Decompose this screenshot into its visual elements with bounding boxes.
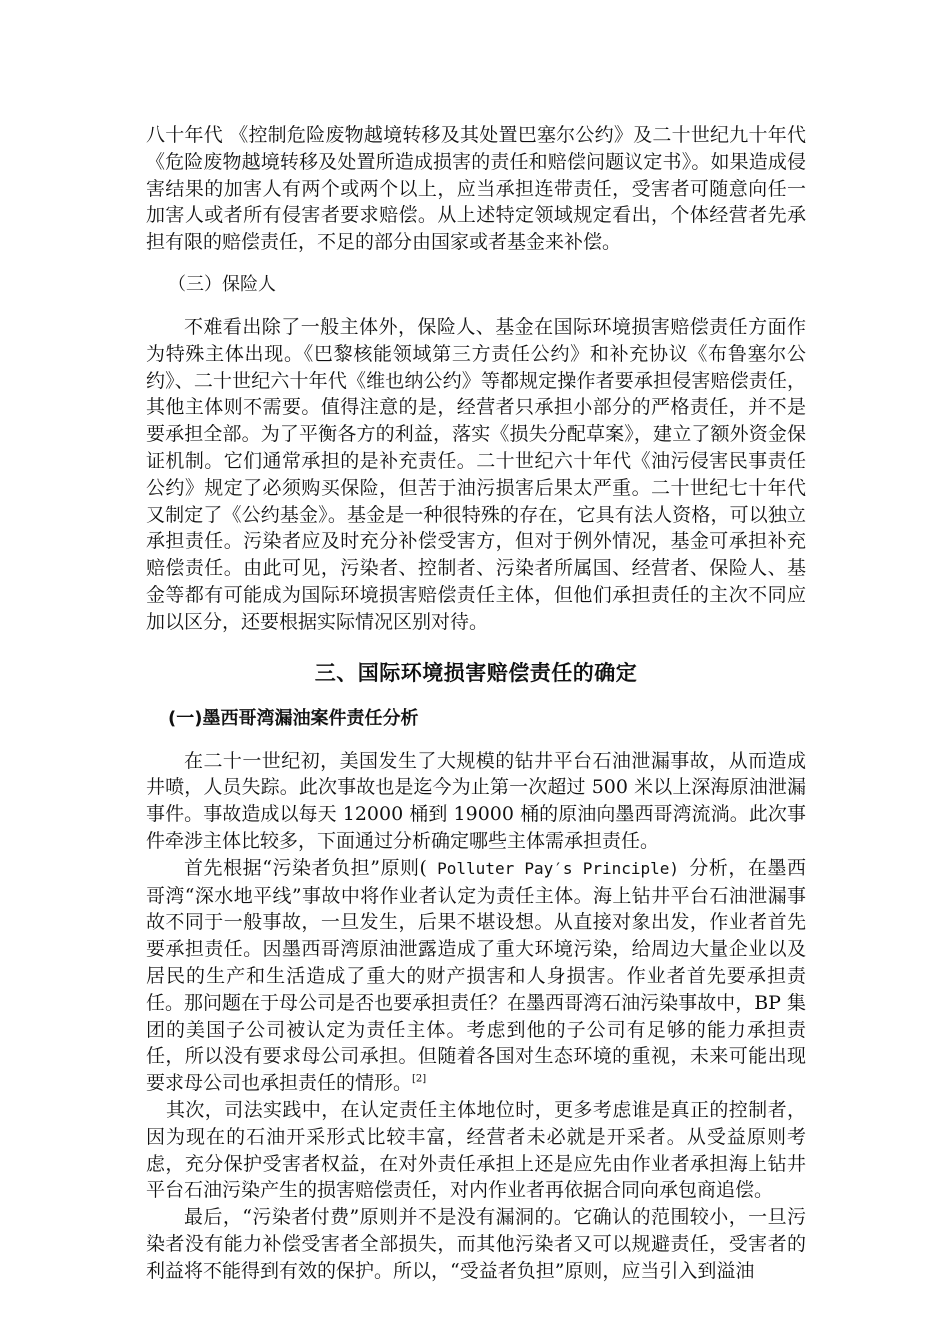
paragraph-incident: 在二十一世纪初，美国发生了大规模的钻井平台石油泄漏事故，从而造成井喷，人员失踪。此次事故也是迄今为止第一次超过 500 米以上深海原油泄漏事件。事故造成以每天 12000 桶到 19000 桶的原油向墨西哥湾流淌。此次事件牵涉主体比较多，下面通过分析确定哪些主体需承担责任。 [146,749,806,852]
paragraph-continuation: 八十年代 《控制危险废物越境转移及其处置巴塞尔公约》及二十世纪九十年代《危险废物越境转移及处置所造成损害的责任和赔偿问题议定书》。如果造成侵害结果的加害人有两个或两个以上，应当承担连带责任，受害者可随意向任一加害人或者所有侵害者要求赔偿。从上述特定领域规定看出，个体经营者先承担有限的赔偿责任，不足的部分由国家或者基金来补偿。 [146,124,806,254]
subheading-mexico-gulf: (一)墨西哥湾漏油案件责任分析 [168,707,419,729]
paragraph-insurer: 不难看出除了一般主体外，保险人、基金在国际环境损害赔偿责任方面作为特殊主体出现。《巴黎核能领域第三方责任公约》和补充协议《布鲁塞尔公约》、二十世纪六十年代《维也纳公约》等都规定操作者要承担侵害赔偿责任，其他主体则不需要。值得注意的是，经营者只承担小部分的严格责任，并不是要承担全部。为了平衡各方的利益，落实《损失分配草案》，建立了额外资金保证机制。它们通常承担的是补充责任。二十世纪六十年代《油污侵害民事责任公约》规定了必须购买保险，但苦于油污损害后果太严重。二十世纪七十年代又制定了《公约基金》。基金是一种很特殊的存在，它具有法人资格，可以独立承担责任。污染者应及时充分补偿受害方，但对于例外情况，基金可承担补充赔偿责任。由此可见，污染者、控制者、污染者所属国、经营者、保险人、基金等都有可能成为国际环境损害赔偿责任主体，但他们承担责任的主次不同应加以区分，还要根据实际情况区别对待。 [146,315,806,633]
reference-marker: [2] [412,1073,427,1085]
principle-latin-name: Polluter Pay′s Principle) [426,858,690,878]
paragraph-polluter-pays-text-a: 首先根据“污染者负担”原则( [184,856,427,879]
paragraph-polluter-pays-text-b: 分析，在墨西哥湾“深水地平线”事故中将作业者认定为责任主体。海上钻井平台石油泄漏事故不同于一般事故，一旦发生，后果不堪设想。从直接对象出发，作业者首先要承担责任。因墨西哥湾原油泄露造成了重大环境污染，给周边大量企业以及居民的生产和生活造成了重大的财产损害和人身损害。作业者首先要承担责任。那问题在于母公司是否也要承担责任？在墨西哥湾石油污染事故中，BP 集团的美国子公司被认定为责任主体。考虑到他的子公司有足够的能力承担责任，所以没有要求母公司承担。但随着各国对生态环境的重视，未来可能出现要求母公司也承担责任的情形。 [146,856,806,1095]
paragraph-finally: 最后，“污染者付费”原则并不是没有漏洞的。它确认的范围较小，一旦污染者没有能力补偿受害者全部损失，而其他污染者又可以规避责任，受害者的利益将不能得到有效的保护。所以，“受益者负担”原则，应当引入到溢油 [146,1206,806,1282]
paragraph-judicial-practice: 其次，司法实践中，在认定责任主体地位时，更多考虑谁是真正的控制者，因为现在的石油开采形式比较丰富，经营者未必就是开采者。从受益原则考虑，充分保护受害者权益，在对外责任承担上还是应先由作业者承担海上钻井平台石油污染产生的损害赔偿责任，对内作业者再依据合同向承包商追偿。 [146,1098,806,1202]
subheading-insurer: （三）保险人 [168,273,276,295]
document-page [146,122,806,1284]
paragraph-polluter-pays [146,855,806,1097]
section-title: 三、国际环境损害赔偿责任的确定 [314,660,638,685]
